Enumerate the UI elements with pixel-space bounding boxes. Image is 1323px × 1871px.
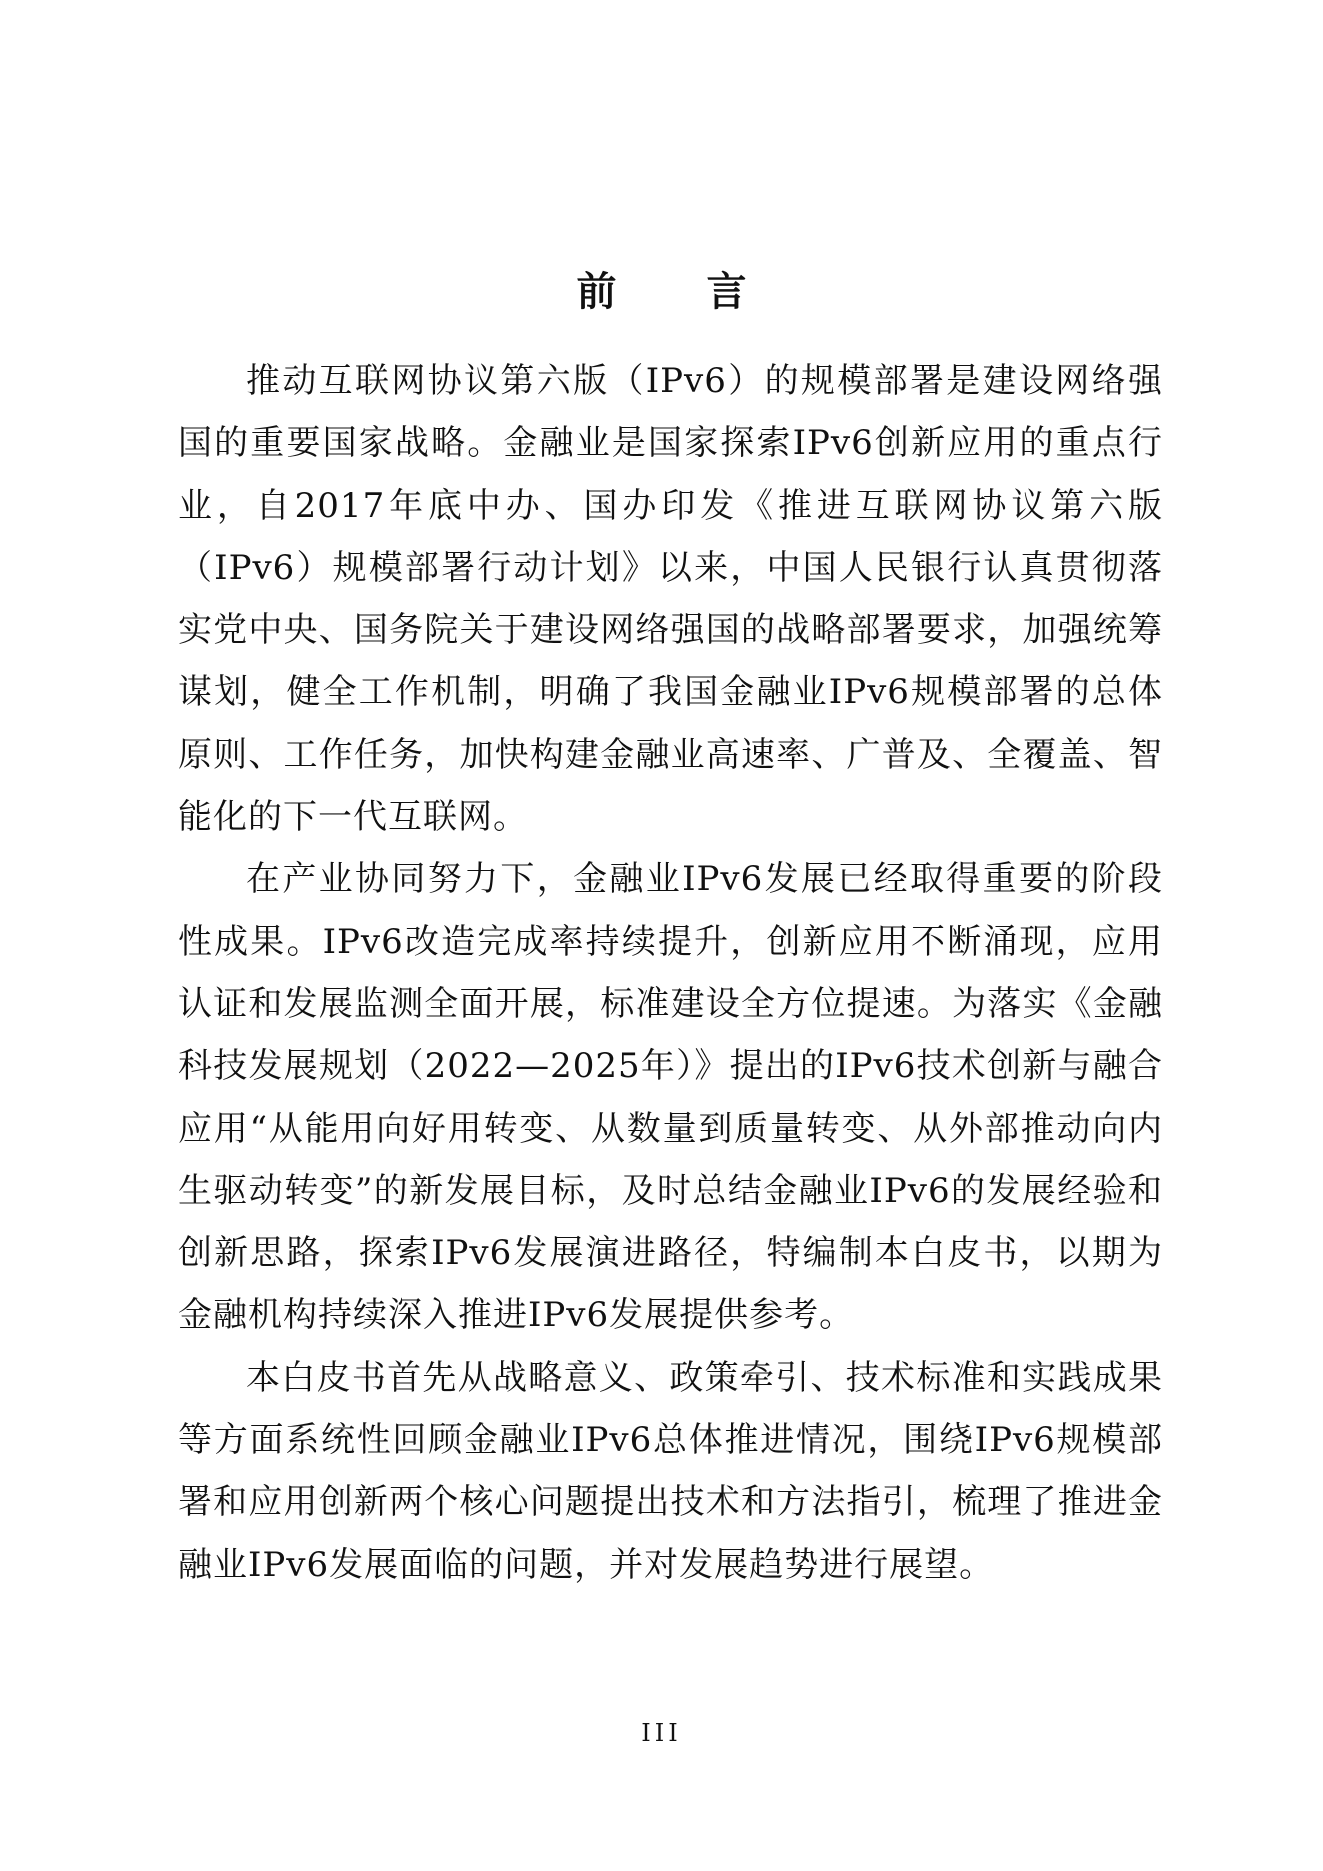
paragraph-2: 在产业协同努力下，金融业IPv6发展已经取得重要的阶段性成果。IPv6改造完成率持续提升，创新应用不断涌现，应用认证和发展监测全面开展，标准建设全方位提速。为落实《金融科技发展规划（2022—2025年）》提出的IPv6技术创新与融合应用“从能用向好用转变、从数量到质量转变、从外部推动向内生驱动转变”的新发展目标，及时总结金融业IPv6的发展经验和创新思路，探索IPv6发展演进路径，特编制本白皮书，以期为金融机构持续深入推进IPv6发展提供参考。 — [178, 859, 1163, 1336]
paragraph-3: 本白皮书首先从战略意义、政策牵引、技术标准和实践成果等方面系统性回顾金融业IPv6总体推进情况，围绕IPv6规模部署和应用创新两个核心问题提出技术和方法指引，梳理了推进金融业IPv6发展面临的问题，并对发展趋势进行展望。 — [178, 1357, 1163, 1585]
body-text — [178, 350, 1163, 1596]
page-title: 前 言 — [576, 268, 785, 315]
paragraph-1: 推动互联网协议第六版（IPv6）的规模部署是建设网络强国的重要国家战略。金融业是国家探索IPv6创新应用的重点行业，自2017年底中办、国办印发《推进互联网协议第六版（IPv6）规模部署行动计划》以来，中国人民银行认真贯彻落实党中央、国务院关于建设网络强国的战略部署要求，加强统筹谋划，健全工作机制，明确了我国金融业IPv6规模部署的总体原则、工作任务，加快构建金融业高速率、广普及、全覆盖、智能化的下一代互联网。 — [178, 361, 1163, 838]
page-number: III — [641, 1719, 682, 1747]
